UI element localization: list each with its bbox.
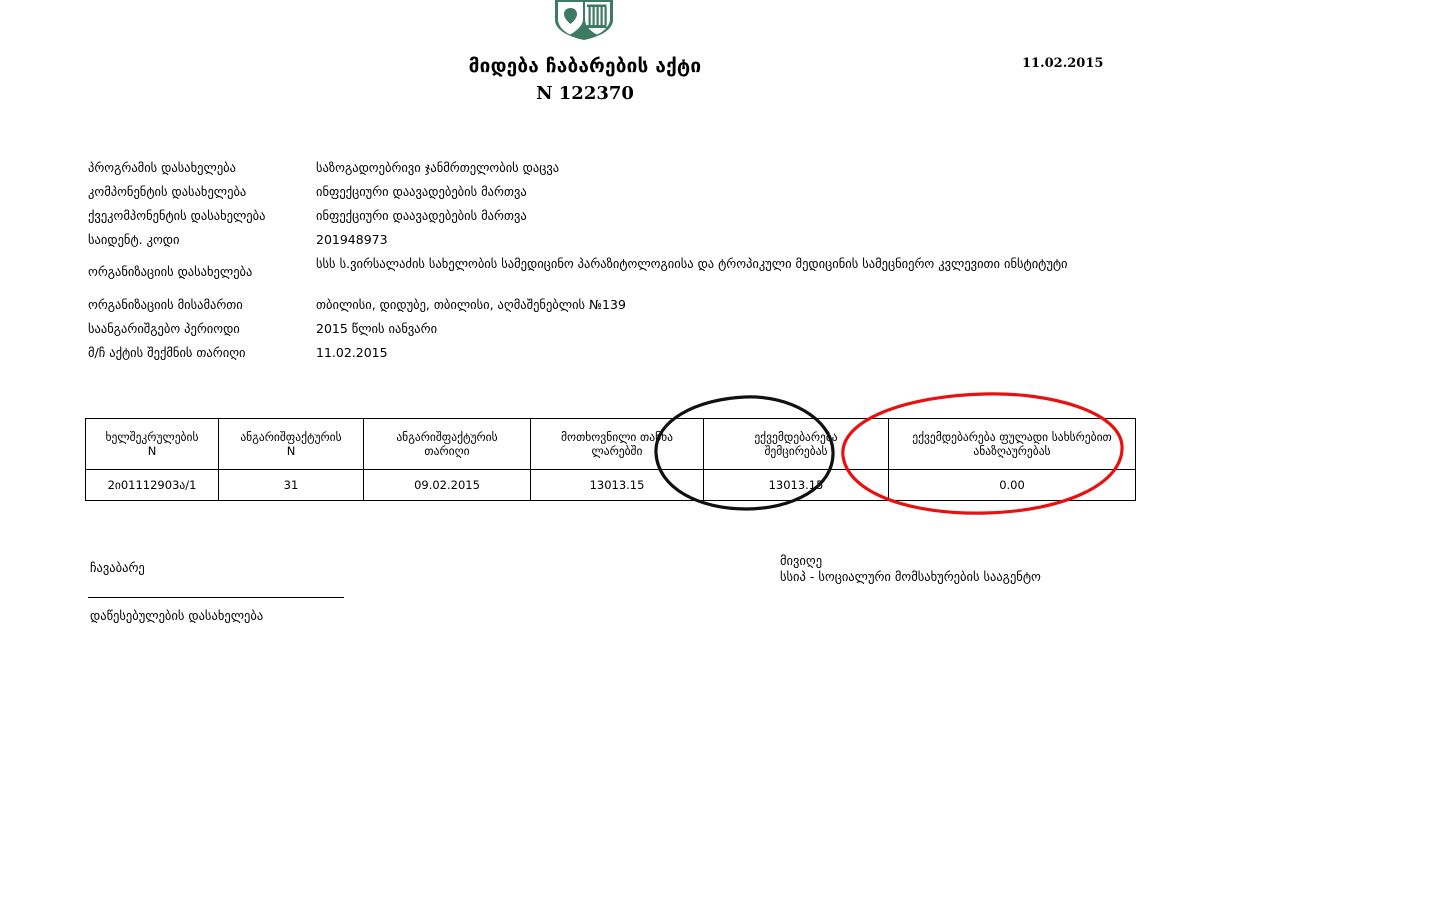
header-line-1: მოთხოვნილი თანხა xyxy=(561,430,673,444)
cell-contract-number: 2ი01112903ა/1 xyxy=(86,470,219,501)
meta-row xyxy=(88,160,1088,179)
document-date: 11.02.2015 xyxy=(1022,56,1104,71)
table-header-cell-reduction xyxy=(704,419,889,470)
meta-label: კომპონენტის დასახელება xyxy=(88,184,247,199)
table-header-cell xyxy=(364,419,531,470)
header-line-1: ხელშეკრულების xyxy=(105,430,199,444)
header-line-2: შემცირებას xyxy=(764,444,828,458)
signature-right-label: მივიღე xyxy=(780,553,823,568)
document-number: N 122370 xyxy=(536,83,634,104)
meta-value: სსს ს.ვირსალაძის სახელობის სამედიცინო პარაზიტოლოგიისა და ტროპიკული მედიცინის სამეცნიერო კვლევითი ინსტიტუტი xyxy=(316,256,1068,271)
meta-row xyxy=(88,321,1088,340)
meta-value: ინფექციური დაავადებების მართვა xyxy=(316,184,527,199)
meta-row xyxy=(88,345,1088,364)
meta-label: მ/ჩ აქტის შექმნის თარიღი xyxy=(88,345,246,360)
header-line-1: ექვემდებარება ფულადი სახსრებით xyxy=(912,430,1112,444)
header-line-2: ანაზღაურებას xyxy=(973,444,1051,458)
meta-row xyxy=(88,256,1088,292)
meta-label: ორგანიზაციის მისამართი xyxy=(88,297,243,312)
table-row xyxy=(86,470,1136,501)
meta-value: ინფექციური დაავადებების მართვა xyxy=(316,208,527,223)
meta-label: პროგრამის დასახელება xyxy=(88,160,236,175)
cell-cash-payment-amount: 0.00 xyxy=(889,470,1136,501)
cell-reduction-amount: 13013.15 xyxy=(704,470,889,501)
meta-label: ორგანიზაციის დასახელება xyxy=(88,264,253,279)
document-meta-block xyxy=(88,160,1088,369)
header-line-1: ანგარიშფაქტურის xyxy=(396,430,498,444)
table-header-cell xyxy=(86,419,219,470)
meta-row xyxy=(88,232,1088,251)
organization-logo xyxy=(553,0,615,40)
header-line-1: ანგარიშფაქტურის xyxy=(240,430,342,444)
signature-right-organization: სსიპ - სოციალური მომსახურების სააგენტო xyxy=(780,569,1041,584)
meta-row xyxy=(88,208,1088,227)
header-line-2: თარიღი xyxy=(424,444,470,458)
table-header-row xyxy=(86,419,1136,470)
header-line-1: ექვემდებარება xyxy=(754,430,838,444)
signature-left-caption: დაწესებულების დასახელება xyxy=(90,608,264,623)
meta-value: თბილისი, დიდუბე, თბილისი, აღმაშენებლის №139 xyxy=(316,297,626,312)
cell-requested-amount: 13013.15 xyxy=(531,470,704,501)
meta-label: საიდენტ. კოდი xyxy=(88,232,180,247)
meta-row xyxy=(88,297,1088,316)
meta-value: 11.02.2015 xyxy=(316,345,388,360)
meta-value: 201948973 xyxy=(316,232,388,247)
meta-value: საზოგადოებრივი ჯანმრთელობის დაცვა xyxy=(316,160,560,175)
table-header-cell xyxy=(219,419,364,470)
invoice-table xyxy=(85,418,1136,501)
cell-invoice-number: 31 xyxy=(219,470,364,501)
header-line-2: N xyxy=(147,444,157,458)
meta-label: ქვეკომპონენტის დასახელება xyxy=(88,208,266,223)
cell-invoice-date: 09.02.2015 xyxy=(364,470,531,501)
table-header-cell-cash-payment xyxy=(889,419,1136,470)
header-line-2: ლარებში xyxy=(591,444,643,458)
meta-label: საანგარიშგებო პერიოდი xyxy=(88,321,240,336)
meta-value: 2015 წლის იანვარი xyxy=(316,321,438,336)
signature-line xyxy=(88,596,344,598)
table-header-cell xyxy=(531,419,704,470)
document-title: მიდება ჩაბარების აქტი xyxy=(468,55,702,77)
signature-left-label: ჩავაბარე xyxy=(90,560,145,575)
header-line-2: N xyxy=(286,444,296,458)
meta-row xyxy=(88,184,1088,203)
